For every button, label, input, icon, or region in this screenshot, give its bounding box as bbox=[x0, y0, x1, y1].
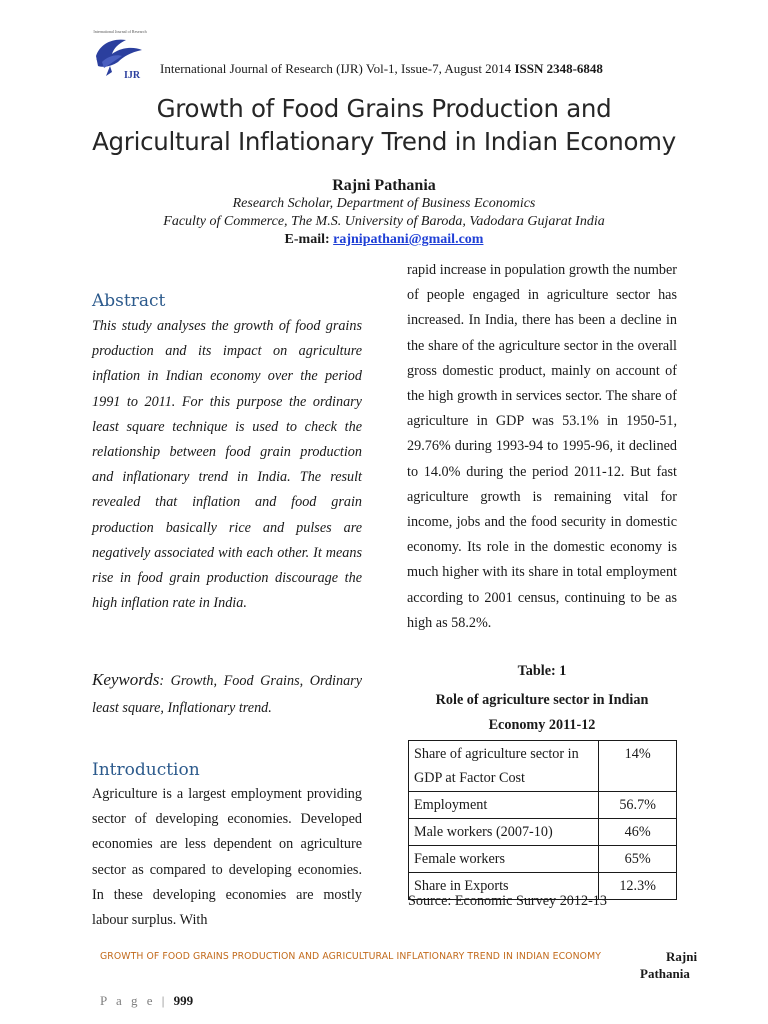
title-line-1: Growth of Food Grains Production and bbox=[156, 94, 612, 123]
affiliation-line-1: Research Scholar, Department of Business Economics bbox=[232, 196, 536, 211]
table-title: Role of agriculture sector in Indian Economy 2011-12 bbox=[435, 692, 649, 734]
logo-small-text: International Journal of Research bbox=[93, 29, 147, 34]
table-row bbox=[409, 819, 677, 846]
table-cell-value: 12.3% bbox=[599, 873, 677, 900]
paper-title bbox=[0, 92, 768, 158]
table-cell-value: 14% bbox=[599, 741, 677, 792]
introduction-heading: Introduction bbox=[92, 760, 200, 780]
email-label: E-mail: bbox=[284, 232, 334, 247]
keywords-text: : Growth, Food Grains, Ordinary least square, Inflationary trend. bbox=[92, 673, 362, 716]
table-row bbox=[409, 792, 677, 819]
table-source: Source: Economic Survey 2012-13 bbox=[408, 893, 607, 909]
logo-text: IJR bbox=[124, 70, 141, 81]
table-row bbox=[409, 741, 677, 792]
journal-logo bbox=[86, 26, 150, 84]
table-cell-value: 65% bbox=[599, 846, 677, 873]
table-number: Table: 1 bbox=[517, 663, 567, 679]
table-row bbox=[409, 846, 677, 873]
agriculture-table bbox=[408, 740, 677, 900]
journal-info: International Journal of Research (IJR) Vol-1, Issue-7, August 2014 bbox=[160, 61, 512, 76]
table-cell-label: Male workers (2007-10) bbox=[409, 819, 599, 846]
title-line-2: Agricultural Inflationary Trend in Indian Economy bbox=[92, 127, 676, 156]
right-column-text: rapid increase in population growth the number of people engaged in agriculture sector has increased. In India, there has been a decline in the share of the agriculture sector in the overall gross domestic product, mainly on account of the high growth in services sector. The share of agriculture in GDP was 53.1% in 1950-51, 29.76% during 1993-94 to 1995-96, it declined to 14.0% during the period 2011-12. But fast agriculture growth is remaining vital for income, jobs and the food security in domestic economy. Its role in the domestic economy is much higher with its share in total employment according to 2001 census, continuing to be as high as 58.2%. bbox=[407, 262, 677, 631]
page-number bbox=[100, 993, 193, 1009]
affiliation-line-2: Faculty of Commerce, The M.S. University of Baroda, Vadodara Gujarat India bbox=[163, 214, 605, 229]
page-number-value: 999 bbox=[173, 993, 194, 1008]
introduction-text: Agriculture is a largest employment providing sector of developing economies. Developed economies are less dependent on agriculture sector as compared to developing economies. In these developing economies are mostly labour surplus. With bbox=[92, 786, 362, 929]
table-cell-value: 56.7% bbox=[599, 792, 677, 819]
author-name: Rajni Pathania bbox=[332, 177, 436, 194]
footer-author-last: Pathania bbox=[640, 966, 690, 981]
email-link[interactable]: rajnipathani@gmail.com bbox=[333, 232, 484, 247]
email-line bbox=[0, 232, 768, 248]
table-cell-label: Share of agriculture sector in GDP at Factor Cost bbox=[409, 741, 599, 792]
issn: ISSN 2348-6848 bbox=[514, 61, 603, 76]
page-label: P a g e | bbox=[100, 993, 174, 1008]
table-cell-label: Employment bbox=[409, 792, 599, 819]
table-cell-value: 46% bbox=[599, 819, 677, 846]
abstract-text: This study analyses the growth of food grains production and its impact on agriculture inflation in Indian economy over the period 1991 to 2011. For this purpose the ordinary least square technique is used to check the relationship between food grain production and inflationary trend in India. The result revealed that inflation and food grain production basically rice and pulses are negatively associated with each other. It means rise in food grain production discourage the high inflation rate in India. bbox=[92, 318, 362, 612]
keywords-label: Keywords bbox=[92, 670, 160, 689]
journal-header bbox=[160, 61, 603, 77]
footer-running-title: GROWTH OF FOOD GRAINS PRODUCTION AND AGRICULTURAL INFLATIONARY TREND IN INDIAN ECONOMY bbox=[100, 951, 601, 962]
keywords bbox=[92, 666, 362, 722]
table-cell-label: Female workers bbox=[409, 846, 599, 873]
table-cell-label: Share in Exports bbox=[409, 873, 599, 900]
footer-author-first: Rajni bbox=[666, 949, 698, 964]
abstract-heading: Abstract bbox=[92, 291, 166, 311]
